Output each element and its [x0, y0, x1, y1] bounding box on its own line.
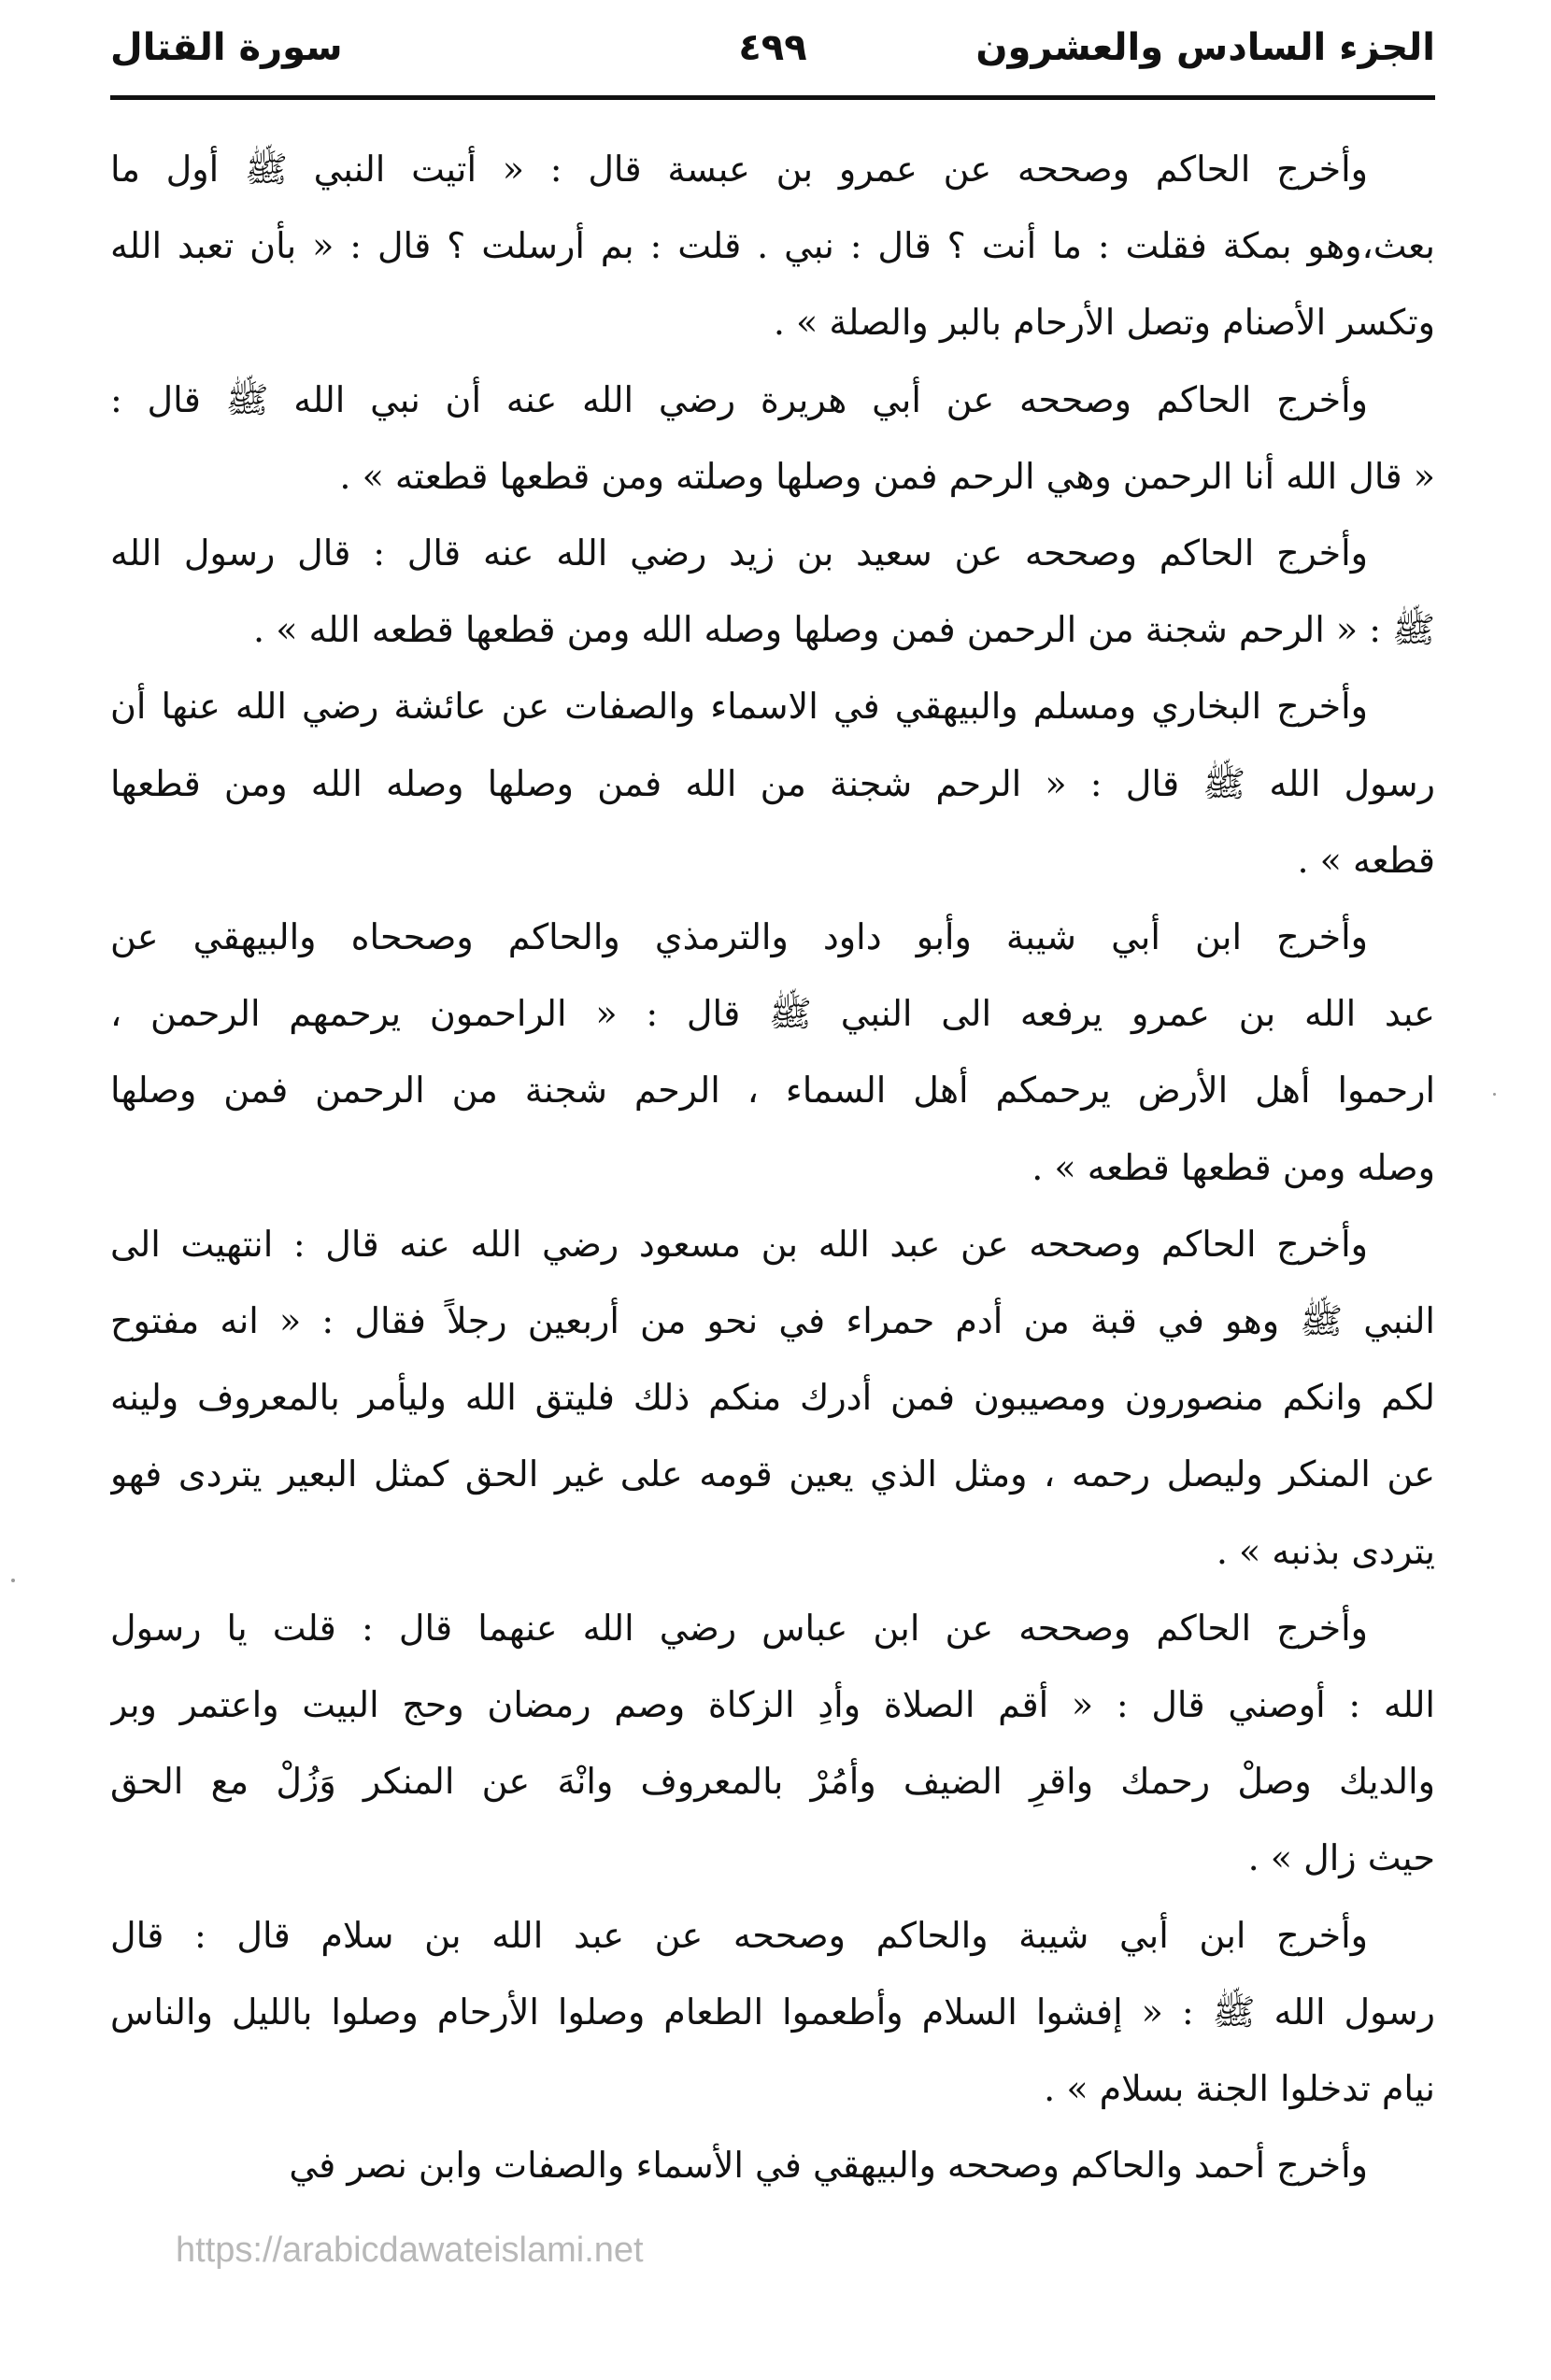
page-header	[110, 17, 1435, 92]
text-line: « قال الله أنا الرحمن وهي الرحم فمن وصلها وصلته ومن قطعها قطعته » .	[339, 455, 1435, 497]
header-divider	[110, 95, 1435, 100]
text-line: وأخرج أحمد والحاكم وصححه والبيهقي في الأسماء والصفات وابن نصر في	[289, 2145, 1368, 2187]
text-line: رسول الله ﷺ : « إفشوا السلام وأطعموا الطعام وصلوا الأرحام وصلوا بالليل والناس	[110, 1990, 1435, 2033]
text-line: رسول الله ﷺ قال : « الرحم شجنة من الله فمن وصلها وصله الله ومن قطعها	[110, 762, 1435, 804]
paragraph	[110, 1206, 1435, 1590]
text-line: يتردى بذنبه » .	[1216, 1530, 1435, 1572]
text-line: بعث،وهو بمكة فقلت : ما أنت ؟ قال : نبي . قلت : بم أرسلت ؟ قال : « بأن تعبد الله	[110, 225, 1435, 267]
page-body	[110, 131, 1435, 2203]
text-line: النبي ﷺ وهو في قبة من أدم حمراء في نحو من أربعين رجلاً فقال : « انه مفتوح	[110, 1300, 1435, 1342]
text-line: والديك وصلْ رحمك واقرِ الضيف وأمُرْ بالمعروف وانْهَ عن المنكر وَزُلْ مع الحق	[110, 1761, 1435, 1803]
text-line: حيث زال » .	[1247, 1837, 1435, 1879]
text-line: وتكسر الأصنام وتصل الأرحام بالبر والصلة » .	[773, 302, 1435, 344]
paragraph	[110, 361, 1435, 515]
text-line: وأخرج ابن أبي شيبة والحاكم وصححه عن عبد الله بن سلام قال : قال	[110, 1914, 1368, 1956]
paragraph	[110, 515, 1435, 668]
paragraph	[110, 668, 1435, 899]
text-line: ارحموا أهل الأرض يرحمكم أهل السماء ، الرحم شجنة من الرحمن فمن وصلها	[110, 1070, 1435, 1112]
text-line: عن المنكر وليصل رحمه ، ومثل الذي يعين قومه على غير الحق كمثل البعير يتردى فهو	[110, 1453, 1435, 1495]
surah-title: سورة القتال	[110, 26, 343, 69]
paragraph	[110, 899, 1435, 1206]
text-line: وأخرج الحاكم وصححه عن عبد الله بن مسعود رضي الله عنه قال : انتهيت الى	[110, 1223, 1368, 1265]
paragraph	[110, 2127, 1435, 2203]
text-line: وأخرج الحاكم وصححه عن سعيد بن زيد رضي الله عنه قال : قال رسول الله	[110, 532, 1368, 574]
text-line: وأخرج البخاري ومسلم والبيهقي في الاسماء والصفات عن عائشة رضي الله عنها أن	[110, 686, 1368, 728]
text-line: وأخرج الحاكم وصححه عن ابن عباس رضي الله عنهما قال : قلت يا رسول	[110, 1607, 1368, 1649]
scan-speck	[1493, 1093, 1496, 1096]
paragraph	[110, 1590, 1435, 1897]
text-line: الله : أوصني قال : « أقم الصلاة وأدِ الزكاة وصم رمضان وحج البيت واعتمر وبر	[110, 1684, 1435, 1726]
text-line: وأخرج ابن أبي شيبة وأبو داود والترمذي والحاكم وصححاه والبيهقي عن	[110, 916, 1368, 958]
text-line: نيام تدخلوا الجنة بسلام » .	[1044, 2068, 1435, 2110]
text-line: وصله ومن قطعها قطعه » .	[1032, 1146, 1435, 1188]
text-line: عبد الله بن عمرو يرفعه الى النبي ﷺ قال : « الراحمون يرحمهم الرحمن ،	[110, 993, 1435, 1035]
part-title: الجزء السادس والعشرون	[975, 26, 1435, 69]
text-line: وأخرج الحاكم وصححه عن أبي هريرة رضي الله عنه أن نبي الله ﷺ قال :	[110, 378, 1368, 420]
text-line: ﷺ : « الرحم شجنة من الرحمن فمن وصلها وصله الله ومن قطعها قطعه الله » .	[253, 609, 1435, 651]
text-line: وأخرج الحاكم وصححه عن عمرو بن عبسة قال : « أتيت النبي ﷺ أول ما	[110, 149, 1368, 190]
page-number: ٤٩٩	[738, 26, 807, 69]
paragraph	[110, 1897, 1435, 2128]
text-line: قطعه » .	[1297, 839, 1435, 881]
text-line: لكم وانكم منصورون ومصيبون فمن أدرك منكم ذلك فليتق الله وليأمر بالمعروف ولينه	[110, 1377, 1435, 1419]
paragraph	[110, 131, 1435, 361]
scan-speck	[11, 1579, 15, 1582]
watermark-url: https://arabicdawateislami.net	[176, 2231, 644, 2270]
